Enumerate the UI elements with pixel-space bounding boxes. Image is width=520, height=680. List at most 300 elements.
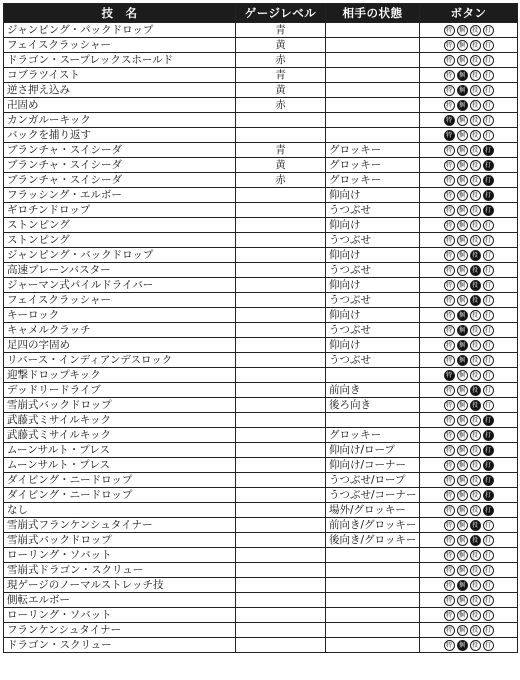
throw-button-icon: 投 — [470, 325, 481, 336]
button-icon-group — [444, 235, 494, 246]
header-buttons: ボタン — [420, 4, 518, 23]
button-combo — [420, 593, 518, 608]
button-icon-group — [444, 205, 494, 216]
grab-button-icon: 掴 — [457, 205, 468, 216]
table-row — [4, 368, 518, 383]
special-button-icon: 特 — [444, 25, 455, 36]
button-icon-group — [444, 175, 494, 186]
grab-button-icon: 掴 — [457, 580, 468, 591]
special-button-icon: 特 — [444, 445, 455, 456]
opponent-state: 仰向け — [326, 188, 420, 203]
throw-button-icon: 投 — [470, 625, 481, 636]
gauge-level — [236, 353, 326, 368]
button-combo — [420, 608, 518, 623]
button-combo — [420, 518, 518, 533]
table-row — [4, 533, 518, 548]
throw-button-icon: 投 — [470, 220, 481, 231]
opponent-state: 後ろ向き — [326, 398, 420, 413]
strike-button-icon: 打 — [483, 310, 494, 321]
move-name: ブランチャ・スイシーダ — [4, 173, 236, 188]
button-icon-group — [444, 40, 494, 51]
gauge-level: 赤 — [236, 98, 326, 113]
button-combo — [420, 38, 518, 53]
grab-button-icon: 掴 — [457, 550, 468, 561]
gauge-level — [236, 623, 326, 638]
throw-button-icon: 投 — [470, 595, 481, 606]
button-icon-group — [444, 505, 494, 516]
throw-button-icon: 投 — [470, 460, 481, 471]
gauge-level — [236, 608, 326, 623]
special-button-icon: 特 — [444, 355, 455, 366]
strike-button-icon: 打 — [483, 325, 494, 336]
strike-button-icon: 打 — [483, 265, 494, 276]
opponent-state: グロッキー — [326, 173, 420, 188]
button-combo — [420, 398, 518, 413]
gauge-level — [236, 368, 326, 383]
gauge-level — [236, 293, 326, 308]
table-row — [4, 638, 518, 653]
strike-button-icon: 打 — [483, 70, 494, 81]
move-name: 側転エルボー — [4, 593, 236, 608]
grab-button-icon: 掴 — [457, 355, 468, 366]
gauge-level — [236, 503, 326, 518]
move-list-table — [3, 3, 518, 653]
opponent-state: うつぶせ — [326, 203, 420, 218]
strike-button-icon: 打 — [483, 610, 494, 621]
opponent-state: うつぶせ — [326, 263, 420, 278]
throw-button-icon: 投 — [470, 490, 481, 501]
strike-button-icon: 打 — [483, 430, 494, 441]
button-combo — [420, 323, 518, 338]
move-name: フェイスクラッシャー — [4, 293, 236, 308]
button-icon-group — [444, 370, 494, 381]
grab-button-icon: 掴 — [457, 130, 468, 141]
strike-button-icon: 打 — [483, 565, 494, 576]
grab-button-icon: 掴 — [457, 385, 468, 396]
special-button-icon: 特 — [444, 325, 455, 336]
move-name: ジャーマン式パイルドライバー — [4, 278, 236, 293]
gauge-level — [236, 638, 326, 653]
move-name: 雪崩式バックドロップ — [4, 398, 236, 413]
special-button-icon: 特 — [444, 100, 455, 111]
grab-button-icon: 掴 — [457, 400, 468, 411]
grab-button-icon: 掴 — [457, 55, 468, 66]
table-row — [4, 293, 518, 308]
header-opponent-state: 相手の状態 — [326, 4, 420, 23]
opponent-state: 仰向け — [326, 338, 420, 353]
strike-button-icon: 打 — [483, 520, 494, 531]
move-name: キーロック — [4, 308, 236, 323]
special-button-icon: 特 — [444, 370, 455, 381]
table-row — [4, 548, 518, 563]
grab-button-icon: 掴 — [457, 565, 468, 576]
opponent-state: うつぶせ — [326, 233, 420, 248]
move-name: ドラゴン・スクリュー — [4, 638, 236, 653]
button-combo — [420, 548, 518, 563]
special-button-icon: 特 — [444, 160, 455, 171]
opponent-state: うつぶせ/コーナー — [326, 488, 420, 503]
gauge-level — [236, 188, 326, 203]
strike-button-icon: 打 — [483, 355, 494, 366]
button-combo — [420, 143, 518, 158]
table-row — [4, 278, 518, 293]
button-combo — [420, 113, 518, 128]
opponent-state: 前向き/グロッキー — [326, 518, 420, 533]
button-combo — [420, 98, 518, 113]
special-button-icon: 特 — [444, 385, 455, 396]
special-button-icon: 特 — [444, 475, 455, 486]
button-icon-group — [444, 355, 494, 366]
header-move-name: 技 名 — [4, 4, 236, 23]
table-row — [4, 593, 518, 608]
button-combo — [420, 623, 518, 638]
strike-button-icon: 打 — [483, 160, 494, 171]
throw-button-icon: 投 — [470, 130, 481, 141]
special-button-icon: 特 — [444, 400, 455, 411]
special-button-icon: 特 — [444, 280, 455, 291]
button-combo — [420, 248, 518, 263]
throw-button-icon: 投 — [470, 430, 481, 441]
table-row — [4, 308, 518, 323]
button-icon-group — [444, 475, 494, 486]
throw-button-icon: 投 — [470, 265, 481, 276]
throw-button-icon: 投 — [470, 355, 481, 366]
opponent-state: グロッキー — [326, 158, 420, 173]
strike-button-icon: 打 — [483, 250, 494, 261]
button-combo — [420, 563, 518, 578]
button-combo — [420, 53, 518, 68]
table-row — [4, 503, 518, 518]
strike-button-icon: 打 — [483, 445, 494, 456]
button-icon-group — [444, 445, 494, 456]
gauge-level — [236, 428, 326, 443]
button-combo — [420, 488, 518, 503]
gauge-level: 黄 — [236, 38, 326, 53]
button-icon-group — [444, 55, 494, 66]
opponent-state — [326, 113, 420, 128]
table-row — [4, 263, 518, 278]
special-button-icon: 特 — [444, 220, 455, 231]
strike-button-icon: 打 — [483, 400, 494, 411]
throw-button-icon: 投 — [470, 310, 481, 321]
button-combo — [420, 68, 518, 83]
button-icon-group — [444, 130, 494, 141]
button-combo — [420, 473, 518, 488]
grab-button-icon: 掴 — [457, 595, 468, 606]
move-name: ダイビング・ニードロップ — [4, 488, 236, 503]
throw-button-icon: 投 — [470, 445, 481, 456]
throw-button-icon: 投 — [470, 190, 481, 201]
grab-button-icon: 掴 — [457, 535, 468, 546]
table-row — [4, 398, 518, 413]
opponent-state: 場外/グロッキー — [326, 503, 420, 518]
strike-button-icon: 打 — [483, 145, 494, 156]
special-button-icon: 特 — [444, 415, 455, 426]
grab-button-icon: 掴 — [457, 70, 468, 81]
table-row — [4, 488, 518, 503]
table-row — [4, 218, 518, 233]
strike-button-icon: 打 — [483, 25, 494, 36]
gauge-level — [236, 518, 326, 533]
table-row — [4, 338, 518, 353]
throw-button-icon: 投 — [470, 640, 481, 651]
special-button-icon: 特 — [444, 490, 455, 501]
header-gauge-level: ゲージレベル — [236, 4, 326, 23]
button-combo — [420, 173, 518, 188]
table-row — [4, 248, 518, 263]
opponent-state: 仰向け/コーナー — [326, 458, 420, 473]
special-button-icon: 特 — [444, 340, 455, 351]
grab-button-icon: 掴 — [457, 505, 468, 516]
throw-button-icon: 投 — [470, 475, 481, 486]
throw-button-icon: 投 — [470, 70, 481, 81]
button-icon-group — [444, 340, 494, 351]
gauge-level: 赤 — [236, 173, 326, 188]
move-name: ブランチャ・スイシーダ — [4, 158, 236, 173]
special-button-icon: 特 — [444, 265, 455, 276]
move-name: 逆さ押え込み — [4, 83, 236, 98]
gauge-level — [236, 128, 326, 143]
button-icon-group — [444, 25, 494, 36]
button-combo — [420, 293, 518, 308]
strike-button-icon: 打 — [483, 85, 494, 96]
opponent-state: うつぶせ — [326, 293, 420, 308]
move-name: 現ゲージのノーマルストレッチ技 — [4, 578, 236, 593]
move-name: ムーンサルト・プレス — [4, 458, 236, 473]
special-button-icon: 特 — [444, 595, 455, 606]
strike-button-icon: 打 — [483, 460, 494, 471]
button-combo — [420, 218, 518, 233]
strike-button-icon: 打 — [483, 190, 494, 201]
opponent-state: うつぶせ — [326, 353, 420, 368]
strike-button-icon: 打 — [483, 55, 494, 66]
button-icon-group — [444, 535, 494, 546]
grab-button-icon: 掴 — [457, 160, 468, 171]
button-combo — [420, 278, 518, 293]
table-row — [4, 128, 518, 143]
gauge-level — [236, 338, 326, 353]
table-row — [4, 383, 518, 398]
table-row — [4, 98, 518, 113]
table-row — [4, 413, 518, 428]
special-button-icon: 特 — [444, 130, 455, 141]
strike-button-icon: 打 — [483, 220, 494, 231]
move-name: フランケンシュタイナー — [4, 623, 236, 638]
special-button-icon: 特 — [444, 175, 455, 186]
special-button-icon: 特 — [444, 250, 455, 261]
gauge-level: 青 — [236, 23, 326, 38]
grab-button-icon: 掴 — [457, 115, 468, 126]
grab-button-icon: 掴 — [457, 85, 468, 96]
table-row — [4, 518, 518, 533]
button-icon-group — [444, 220, 494, 231]
strike-button-icon: 打 — [483, 115, 494, 126]
move-name: デッドリードライブ — [4, 383, 236, 398]
throw-button-icon: 投 — [470, 205, 481, 216]
strike-button-icon: 打 — [483, 550, 494, 561]
special-button-icon: 特 — [444, 505, 455, 516]
gauge-level — [236, 473, 326, 488]
button-icon-group — [444, 490, 494, 501]
button-icon-group — [444, 85, 494, 96]
move-name: ストンピング — [4, 218, 236, 233]
button-icon-group — [444, 160, 494, 171]
move-name: 雪崩式ドラゴン・スクリュー — [4, 563, 236, 578]
move-name: 武藤式ミサイルキック — [4, 413, 236, 428]
strike-button-icon: 打 — [483, 385, 494, 396]
gauge-level — [236, 563, 326, 578]
strike-button-icon: 打 — [483, 280, 494, 291]
gauge-level — [236, 248, 326, 263]
grab-button-icon: 掴 — [457, 490, 468, 501]
button-combo — [420, 158, 518, 173]
throw-button-icon: 投 — [470, 25, 481, 36]
move-name: ストンピング — [4, 233, 236, 248]
button-icon-group — [444, 550, 494, 561]
button-combo — [420, 428, 518, 443]
gauge-level: 黄 — [236, 158, 326, 173]
special-button-icon: 特 — [444, 520, 455, 531]
opponent-state — [326, 53, 420, 68]
gauge-level — [236, 578, 326, 593]
opponent-state — [326, 593, 420, 608]
table-row — [4, 38, 518, 53]
special-button-icon: 特 — [444, 580, 455, 591]
gauge-level — [236, 548, 326, 563]
button-icon-group — [444, 580, 494, 591]
grab-button-icon: 掴 — [457, 475, 468, 486]
table-row — [4, 473, 518, 488]
grab-button-icon: 掴 — [457, 175, 468, 186]
button-icon-group — [444, 610, 494, 621]
table-row — [4, 458, 518, 473]
special-button-icon: 特 — [444, 70, 455, 81]
button-icon-group — [444, 430, 494, 441]
throw-button-icon: 投 — [470, 40, 481, 51]
grab-button-icon: 掴 — [457, 460, 468, 471]
throw-button-icon: 投 — [470, 415, 481, 426]
button-icon-group — [444, 280, 494, 291]
opponent-state: 仰向け — [326, 278, 420, 293]
throw-button-icon: 投 — [470, 115, 481, 126]
grab-button-icon: 掴 — [457, 370, 468, 381]
grab-button-icon: 掴 — [457, 310, 468, 321]
move-name: ローリング・ソバット — [4, 608, 236, 623]
move-name: 雪崩式フランケンシュタイナー — [4, 518, 236, 533]
grab-button-icon: 掴 — [457, 280, 468, 291]
button-combo — [420, 383, 518, 398]
move-name: ムーンサルト・プレス — [4, 443, 236, 458]
throw-button-icon: 投 — [470, 610, 481, 621]
special-button-icon: 特 — [444, 115, 455, 126]
button-icon-group — [444, 190, 494, 201]
button-combo — [420, 533, 518, 548]
move-name: 武藤式ミサイルキック — [4, 428, 236, 443]
opponent-state — [326, 638, 420, 653]
move-name: フラッシング・エルボー — [4, 188, 236, 203]
button-combo — [420, 203, 518, 218]
strike-button-icon: 打 — [483, 625, 494, 636]
table-row — [4, 563, 518, 578]
strike-button-icon: 打 — [483, 100, 494, 111]
grab-button-icon: 掴 — [457, 430, 468, 441]
strike-button-icon: 打 — [483, 340, 494, 351]
opponent-state — [326, 413, 420, 428]
grab-button-icon: 掴 — [457, 190, 468, 201]
move-name: ギロチンドロップ — [4, 203, 236, 218]
grab-button-icon: 掴 — [457, 145, 468, 156]
move-name: カンガルーキック — [4, 113, 236, 128]
move-name: なし — [4, 503, 236, 518]
opponent-state — [326, 128, 420, 143]
opponent-state — [326, 68, 420, 83]
button-combo — [420, 233, 518, 248]
grab-button-icon: 掴 — [457, 250, 468, 261]
strike-button-icon: 打 — [483, 295, 494, 306]
gauge-level — [236, 323, 326, 338]
strike-button-icon: 打 — [483, 130, 494, 141]
button-icon-group — [444, 250, 494, 261]
special-button-icon: 特 — [444, 145, 455, 156]
grab-button-icon: 掴 — [457, 235, 468, 246]
throw-button-icon: 投 — [470, 280, 481, 291]
gauge-level — [236, 383, 326, 398]
button-icon-group — [444, 70, 494, 81]
table-row — [4, 68, 518, 83]
button-combo — [420, 503, 518, 518]
gauge-level: 黄 — [236, 83, 326, 98]
gauge-level — [236, 398, 326, 413]
throw-button-icon: 投 — [470, 235, 481, 246]
gauge-level — [236, 113, 326, 128]
gauge-level: 青 — [236, 68, 326, 83]
strike-button-icon: 打 — [483, 175, 494, 186]
opponent-state: うつぶせ — [326, 323, 420, 338]
button-icon-group — [444, 100, 494, 111]
strike-button-icon: 打 — [483, 475, 494, 486]
gauge-level — [236, 278, 326, 293]
opponent-state — [326, 98, 420, 113]
move-name: 足四の字固め — [4, 338, 236, 353]
gauge-level — [236, 533, 326, 548]
grab-button-icon: 掴 — [457, 325, 468, 336]
gauge-level — [236, 443, 326, 458]
strike-button-icon: 打 — [483, 235, 494, 246]
button-icon-group — [444, 595, 494, 606]
move-list-page — [3, 3, 517, 674]
grab-button-icon: 掴 — [457, 295, 468, 306]
move-name: ジャンピング・パックドロップ — [4, 23, 236, 38]
button-combo — [420, 458, 518, 473]
gauge-level: 赤 — [236, 53, 326, 68]
grab-button-icon: 掴 — [457, 220, 468, 231]
special-button-icon: 特 — [444, 610, 455, 621]
special-button-icon: 特 — [444, 640, 455, 651]
opponent-state: 後向き/グロッキー — [326, 533, 420, 548]
opponent-state: うつぶせ/ロープ — [326, 473, 420, 488]
table-row — [4, 233, 518, 248]
strike-button-icon: 打 — [483, 40, 494, 51]
opponent-state: グロッキー — [326, 143, 420, 158]
strike-button-icon: 打 — [483, 205, 494, 216]
grab-button-icon: 掴 — [457, 625, 468, 636]
move-name: 卍固め — [4, 98, 236, 113]
strike-button-icon: 打 — [483, 640, 494, 651]
opponent-state: 仰向け — [326, 248, 420, 263]
move-name: キャメルクラッチ — [4, 323, 236, 338]
special-button-icon: 特 — [444, 190, 455, 201]
table-row — [4, 443, 518, 458]
